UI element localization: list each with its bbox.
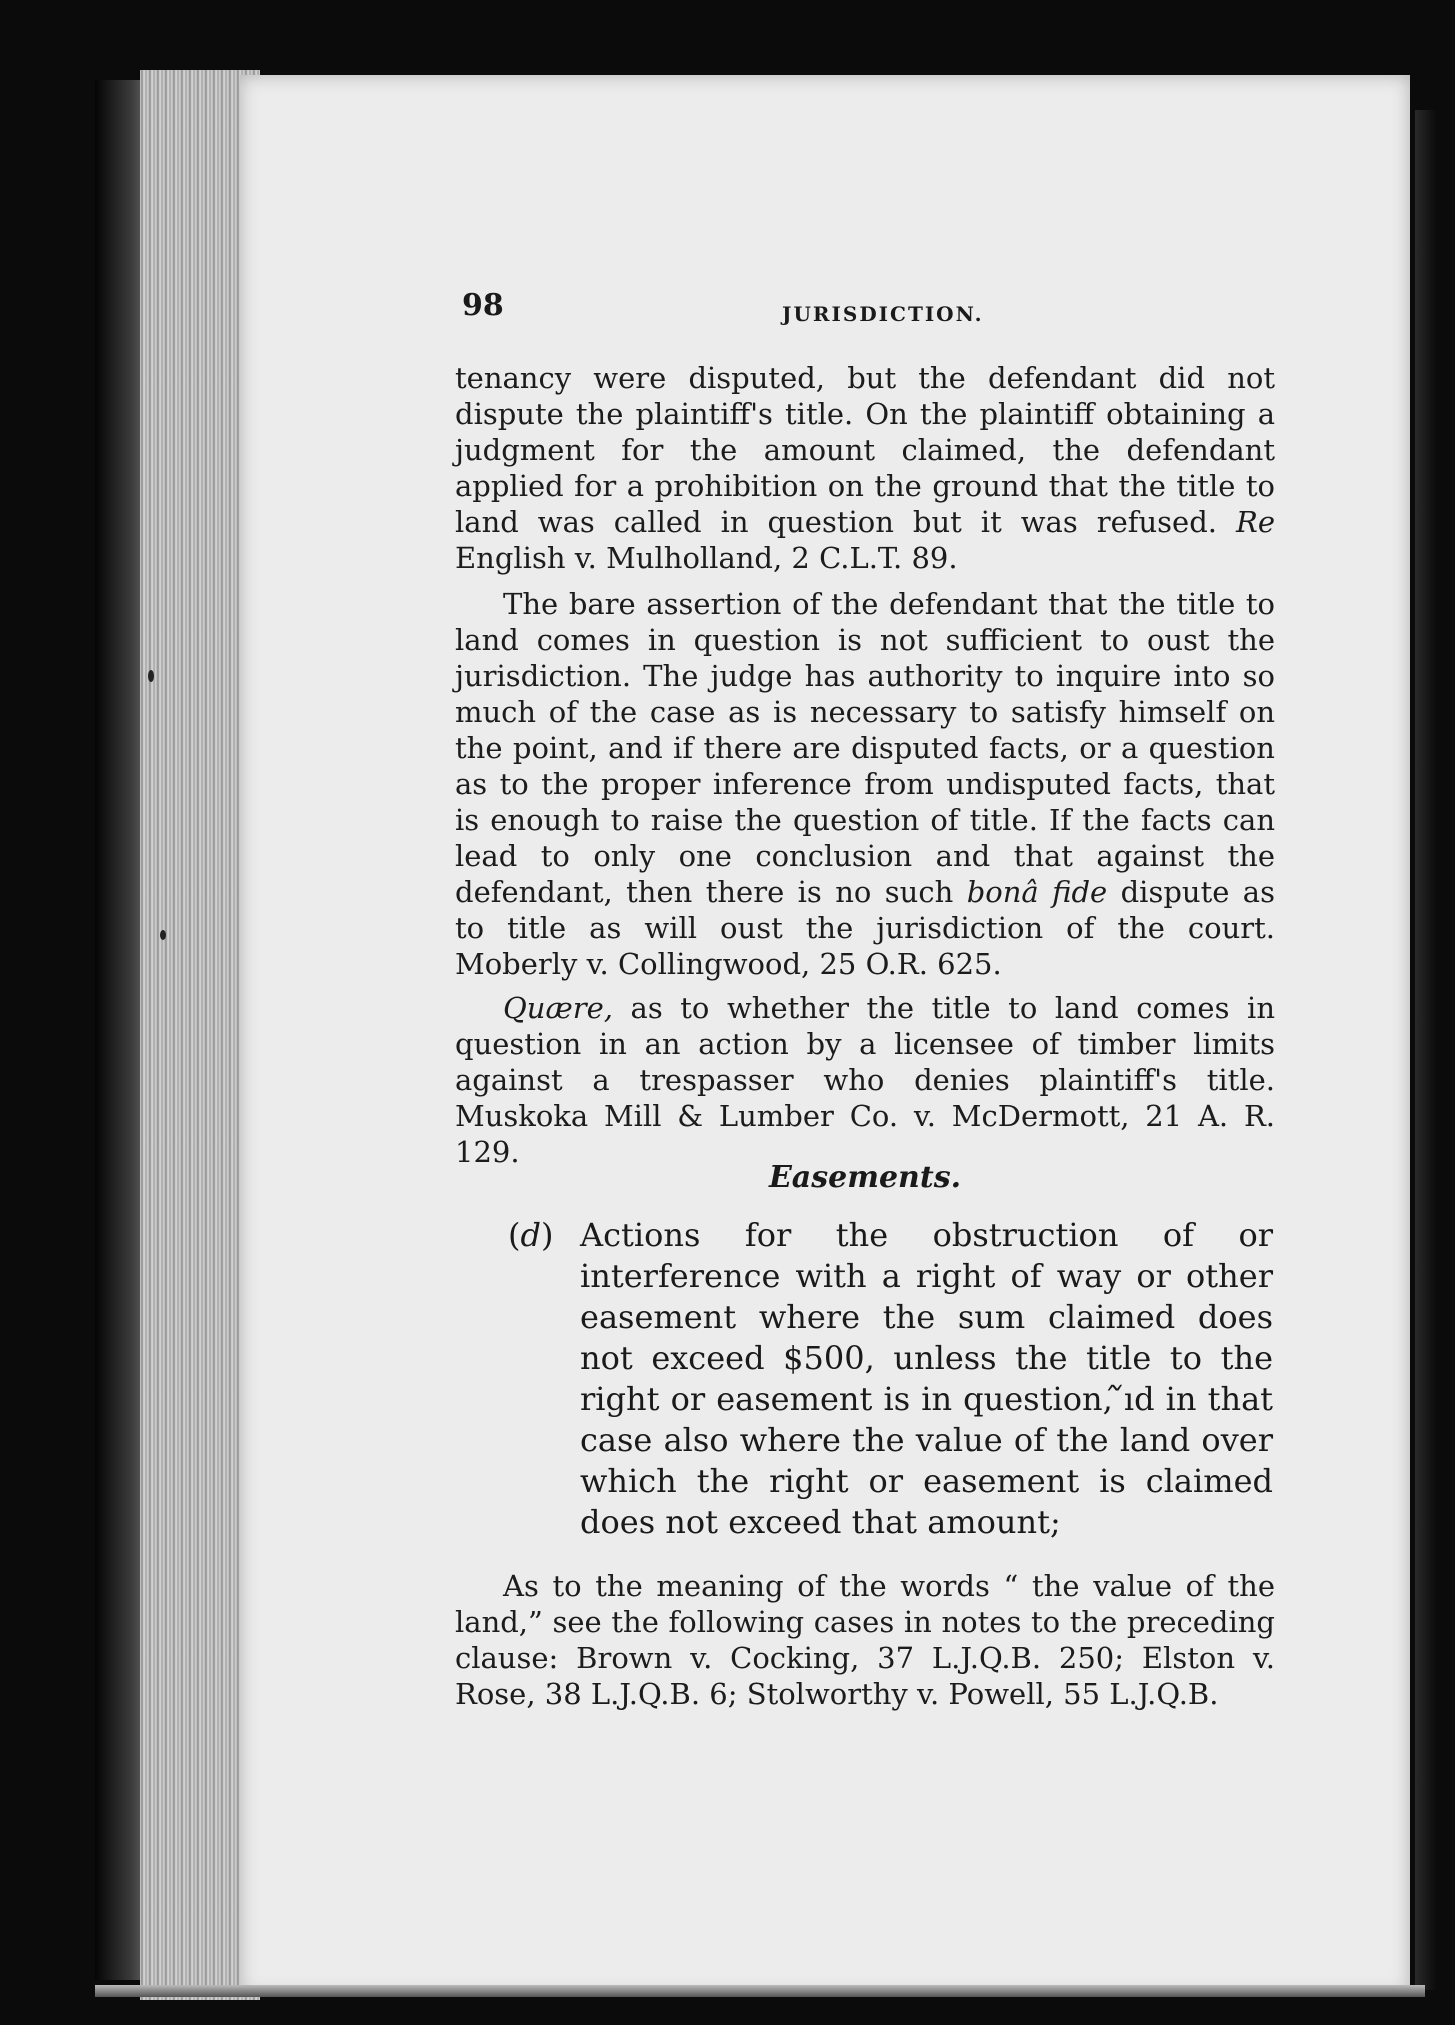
case-prefix-italic: Re — [1236, 505, 1275, 539]
running-title: JURISDICTION. — [782, 302, 984, 326]
paragraph-bare-assertion — [455, 586, 1275, 982]
page-number: 98 — [462, 288, 504, 323]
paragraph-text-end: dispute as to title as will oust the jurisdiction of the court. Moberly v. Collingwood, 25 O.R. 625. — [455, 875, 1275, 981]
paragraph-final — [455, 1568, 1275, 1712]
paragraph-continued — [455, 360, 1275, 576]
paragraph-text: tenancy were disputed, but the defendant did not dispute the plaintiff's title. On the plaintiff obtaining a judgment for the amount claimed, the defendant applied for a prohibition on the ground that the title to land was called in question but it was refused. — [455, 361, 1275, 539]
clause-marker: (d) — [508, 1216, 554, 1254]
clause-text: Actions for the obstruction of or interference with a right of way or other easement where the sum claimed does not exceed $500, unless the title to the right or easement is in question, ᷉ıd in that case also where the value of the land over which the right or easement is claimed does not exceed that amount; — [580, 1216, 1273, 1541]
paragraph-text: as to whether the title to land comes in question in an action by a licensee of timber limits against a trespasser who denies plaintiff's title. Muskoka Mill & Lumber Co. v. McDermott, 21 A. R. 129. — [455, 991, 1275, 1169]
italic-quaere: Quære, — [503, 991, 613, 1025]
paragraph-quaere — [455, 990, 1275, 1170]
clause-letter: d — [520, 1216, 541, 1254]
facing-page-edge — [1415, 110, 1437, 1990]
scan-speck — [148, 670, 154, 682]
section-heading: Easements. — [768, 1160, 962, 1195]
case-citation: English v. Mulholland, 2 C.L.T. 89. — [455, 541, 958, 575]
page-bottom-edge — [95, 1985, 1425, 1997]
running-head — [462, 288, 1272, 328]
paragraph-text: The bare assertion of the defendant that the title to land comes in question is not sufficient to oust the jurisdiction. The judge has authority to inquire into so much of the case as is necessary to satisfy himself on the point, and if there are disputed facts, or a question as to the proper inference from undisputed facts, that is enough to raise the question of title. If the facts can lead to only one conclusion and that against the defendant, then there is no such — [455, 587, 1275, 909]
italic-phrase: bonâ fide — [966, 875, 1108, 909]
paragraph-text: As to the meaning of the words “ the value of the land,” see the following cases in notes to the preceding clause: Brown v. Cocking, 37 L.J.Q.B. 250; Elston v. Rose, 38 L.J.Q.B. 6; Stolworthy v. Powell, 55 L.J.Q.B. — [455, 1569, 1275, 1711]
statute-clause — [508, 1215, 1273, 1543]
scan-speck — [160, 930, 166, 940]
